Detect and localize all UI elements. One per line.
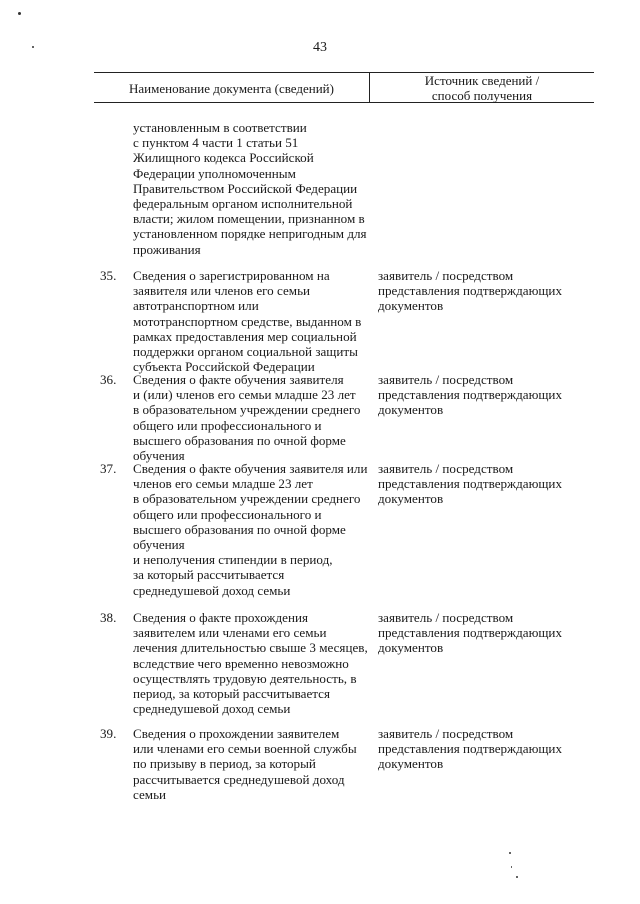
description-line: с пунктом 4 части 1 статьи 51: [133, 135, 299, 151]
description-line: субъекта Российской Федерации: [133, 359, 315, 375]
description-line: среднедушевой доход семьи: [133, 701, 291, 717]
source-line: заявитель / посредством: [378, 461, 514, 476]
description-line: за который рассчитывается: [133, 567, 285, 583]
row-source: [378, 461, 598, 507]
header-source-column: [370, 73, 594, 103]
header-source-line: Источник сведений /: [424, 73, 540, 88]
source-line: документов: [378, 756, 444, 772]
row-source: [378, 726, 598, 772]
source-line: заявитель / посредством: [378, 268, 514, 283]
description-line: или членами его семьи военной службы: [133, 741, 357, 757]
description-line: лечения длительностью свыше 3 месяцев,: [133, 640, 368, 656]
description-line: Сведения о факте обучения заявителя: [133, 372, 344, 387]
source-line: представления подтверждающих: [378, 387, 562, 403]
row-number: 35.: [100, 268, 117, 283]
source-line: заявитель / посредством: [378, 726, 514, 741]
scan-speck: [511, 866, 512, 868]
description-line: Федерации уполномоченным: [133, 165, 296, 181]
description-line: общего или профессионального и: [133, 506, 322, 522]
scan-speck: [509, 852, 511, 854]
description-line: осуществлять трудовую деятельность, в: [133, 670, 357, 686]
description-line: период, за который рассчитывается: [133, 685, 330, 701]
description-line: и (или) членов его семьи младше 23 лет: [133, 387, 356, 403]
description-line: Правительством Российской Федерации: [133, 180, 358, 196]
description-line: мототранспортном средстве, выданном в: [133, 313, 362, 329]
source-line: документов: [378, 640, 444, 656]
source-line: представления подтверждающих: [378, 625, 562, 641]
source-line: заявитель / посредством: [378, 372, 514, 387]
description-line: проживания: [133, 241, 201, 257]
row-source: [378, 268, 598, 314]
scan-speck: [18, 12, 21, 15]
description-line: федеральным органом исполнительной: [133, 195, 353, 211]
description-line: Сведения о зарегистрированном на: [133, 268, 330, 283]
row-description: [133, 372, 373, 463]
description-line: обучения: [133, 447, 185, 463]
description-line: поддержки органом социальной защиты: [133, 343, 358, 359]
row-description: [133, 610, 373, 716]
description-line: семьи: [133, 786, 167, 802]
description-line: вследствие чего временно невозможно: [133, 655, 349, 671]
row-number: 39.: [100, 726, 117, 741]
scan-speck: [516, 876, 518, 878]
description-line: по призыву в период, за который: [133, 756, 316, 772]
source-line: документов: [378, 402, 444, 418]
description-line: в образовательном учреждении среднего: [133, 402, 361, 418]
row-source: [378, 372, 598, 418]
description-line: и неполучения стипендии в период,: [133, 552, 333, 568]
source-line: заявитель / посредством: [378, 610, 514, 625]
row-number: 37.: [100, 461, 117, 476]
description-line: Сведения о прохождении заявителем: [133, 726, 340, 741]
continuation-description: [133, 120, 373, 257]
description-line: установленным в соответствии: [133, 120, 307, 135]
source-line: представления подтверждающих: [378, 283, 562, 299]
description-line: установленном порядке непригодным для: [133, 226, 367, 242]
row-number: 38.: [100, 610, 117, 625]
row-description: [133, 726, 373, 802]
description-line: среднедушевой доход семьи: [133, 582, 291, 598]
description-line: Сведения о факте прохождения: [133, 610, 308, 625]
description-line: членов его семьи младше 23 лет: [133, 476, 313, 492]
row-source: [378, 610, 598, 656]
header-source-line: способ получения: [431, 88, 533, 104]
description-line: рамках предоставления мер социальной: [133, 328, 357, 344]
description-line: обучения: [133, 536, 185, 552]
description-line: высшего образования по очной форме: [133, 521, 346, 537]
source-line: документов: [378, 491, 444, 507]
description-line: заявителя или членов его семьи: [133, 283, 311, 299]
row-description: [133, 268, 373, 374]
source-line: представления подтверждающих: [378, 476, 562, 492]
description-line: заявителем или членами его семьи: [133, 625, 327, 641]
description-line: Жилищного кодекса Российской: [133, 150, 314, 166]
description-line: Сведения о факте обучения заявителя или: [133, 461, 368, 476]
source-line: представления подтверждающих: [378, 741, 562, 757]
description-line: рассчитывается среднедушевой доход: [133, 771, 345, 787]
description-line: власти; жилом помещении, признанном в: [133, 211, 365, 227]
source-line: документов: [378, 298, 444, 314]
description-line: автотранспортном или: [133, 298, 259, 314]
description-line: в образовательном учреждении среднего: [133, 491, 361, 507]
page-number: 43: [313, 40, 327, 55]
row-description: [133, 461, 373, 598]
row-number: 36.: [100, 372, 117, 387]
header-document-column: Наименование документа (сведений): [129, 81, 334, 96]
description-line: высшего образования по очной форме: [133, 432, 346, 448]
description-line: общего или профессионального и: [133, 417, 322, 433]
